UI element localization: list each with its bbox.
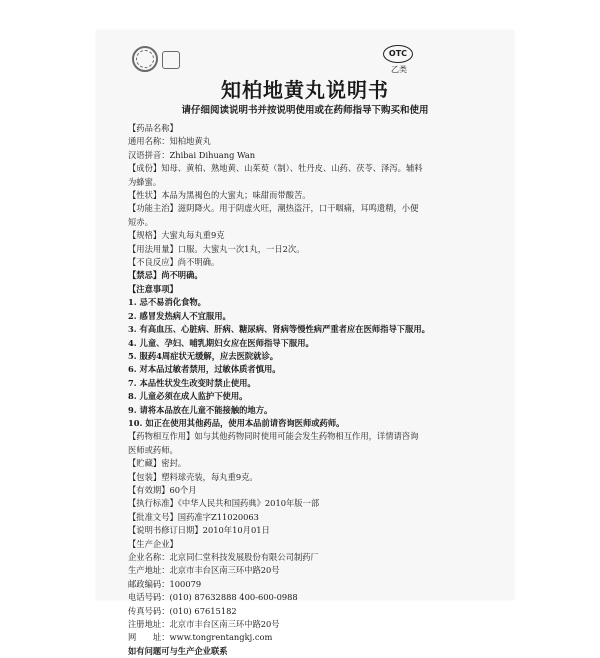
instruction-line: 【有效期】60个月 (128, 484, 197, 495)
instruction-line: 汉语拼音：Zhibai Dihuang Wan (128, 149, 256, 160)
instruction-line: 【性状】本品为黑褐色的大蜜丸；味甜而带酸苦。 (128, 190, 311, 201)
instruction-line: 【用法用量】口服。大蜜丸一次1丸，一日2次。 (128, 243, 305, 254)
instruction-line: 医师或药师。 (128, 444, 178, 455)
instruction-line: 短赤。 (128, 216, 153, 227)
sheet-header (96, 30, 514, 126)
page-subtitle: 请仔细阅读说明书并按说明使用或在药师指导下购买和使用 (181, 105, 429, 116)
instruction-sheet (96, 30, 514, 656)
instruction-line: 2. 感冒发热病人不宜服用。 (128, 310, 231, 321)
instruction-line: 【功能主治】滋阴降火。用于阴虚火旺，潮热盗汗，口干咽痛，耳鸣遗精，小便 (128, 203, 419, 214)
instruction-line: 10. 如正在使用其他药品，使用本品前请咨询医师或药师。 (128, 417, 345, 428)
instruction-line: 【生产企业】 (128, 538, 178, 549)
instruction-line: 电话号码：(010) 87632888 400-600-0988 (128, 592, 298, 603)
brand-logo-icon (132, 46, 158, 72)
instruction-line: 3. 有高血压、心脏病、肝病、糖尿病、肾病等慢性病严重者应在医师指导下服用。 (128, 324, 430, 335)
instruction-line: 邮政编码：100079 (128, 578, 202, 589)
instruction-line: 【成份】知母、黄柏、熟地黄、山茱萸（制）、牡丹皮、山药、茯苓、泽泻。辅料 (128, 163, 423, 174)
instruction-line: 4. 儿童、孕妇、哺乳期妇女应在医师指导下服用。 (128, 337, 314, 348)
instruction-line: 传真号码：(010) 67615182 (128, 605, 237, 616)
instruction-body (128, 122, 494, 658)
instruction-line: 企业名称：北京同仁堂科技发展股份有限公司制药厂 (128, 552, 319, 562)
instruction-line: 7. 本品性状发生改变时禁止使用。 (128, 377, 256, 388)
instruction-line: 【不良反应】尚不明确。 (128, 257, 220, 268)
otc-badge: OTC (383, 45, 413, 63)
instruction-line: 【贮藏】密封。 (128, 458, 187, 469)
instruction-line: 注册地址：北京市丰台区南三环中路20号 (128, 619, 280, 630)
instruction-line: 网 址：www.tongrentangkj.com (128, 632, 273, 643)
instruction-line: 9. 请将本品放在儿童不能接触的地方。 (128, 404, 273, 415)
instruction-line: 【包装】塑料球壳装，每丸重9克。 (128, 471, 258, 482)
instruction-line: 【注意事项】 (128, 283, 178, 294)
page-title: 知柏地黄丸说明书 (221, 78, 389, 102)
instruction-line: 【禁忌】尚不明确。 (128, 270, 203, 281)
instruction-line: 如有问题可与生产企业联系 (128, 645, 228, 656)
instruction-line: 6. 对本品过敏者禁用，过敏体质者慎用。 (128, 364, 281, 375)
brand-seal-icon (162, 51, 180, 69)
instruction-line: 1. 忌不易消化食物。 (128, 297, 206, 308)
instruction-line: 生产地址：北京市丰台区南三环中路20号 (128, 565, 280, 576)
otc-class-label: 乙类 (391, 65, 407, 74)
instruction-line: 【执行标准】《中华人民共和国药典》2010年版一部 (128, 498, 320, 509)
instruction-line: 通用名称：知柏地黄丸 (128, 136, 211, 147)
instruction-line: 【批准文号】国药准字Z11020063 (128, 511, 259, 522)
instruction-line: 【药品名称】 (128, 123, 178, 133)
instruction-line: 【药物相互作用】如与其他药物同时使用可能会发生药物相互作用，详情请咨询 (128, 431, 419, 442)
instruction-line: 5. 服药4周症状无缓解，应去医院就诊。 (128, 350, 279, 361)
instruction-line: 8. 儿童必须在成人监护下使用。 (128, 391, 248, 402)
instruction-line: 【规格】大蜜丸每丸重9克 (128, 230, 225, 241)
instruction-line: 为蜂蜜。 (128, 176, 162, 187)
instruction-line: 【说明书修订日期】2010年10月01日 (128, 525, 270, 536)
